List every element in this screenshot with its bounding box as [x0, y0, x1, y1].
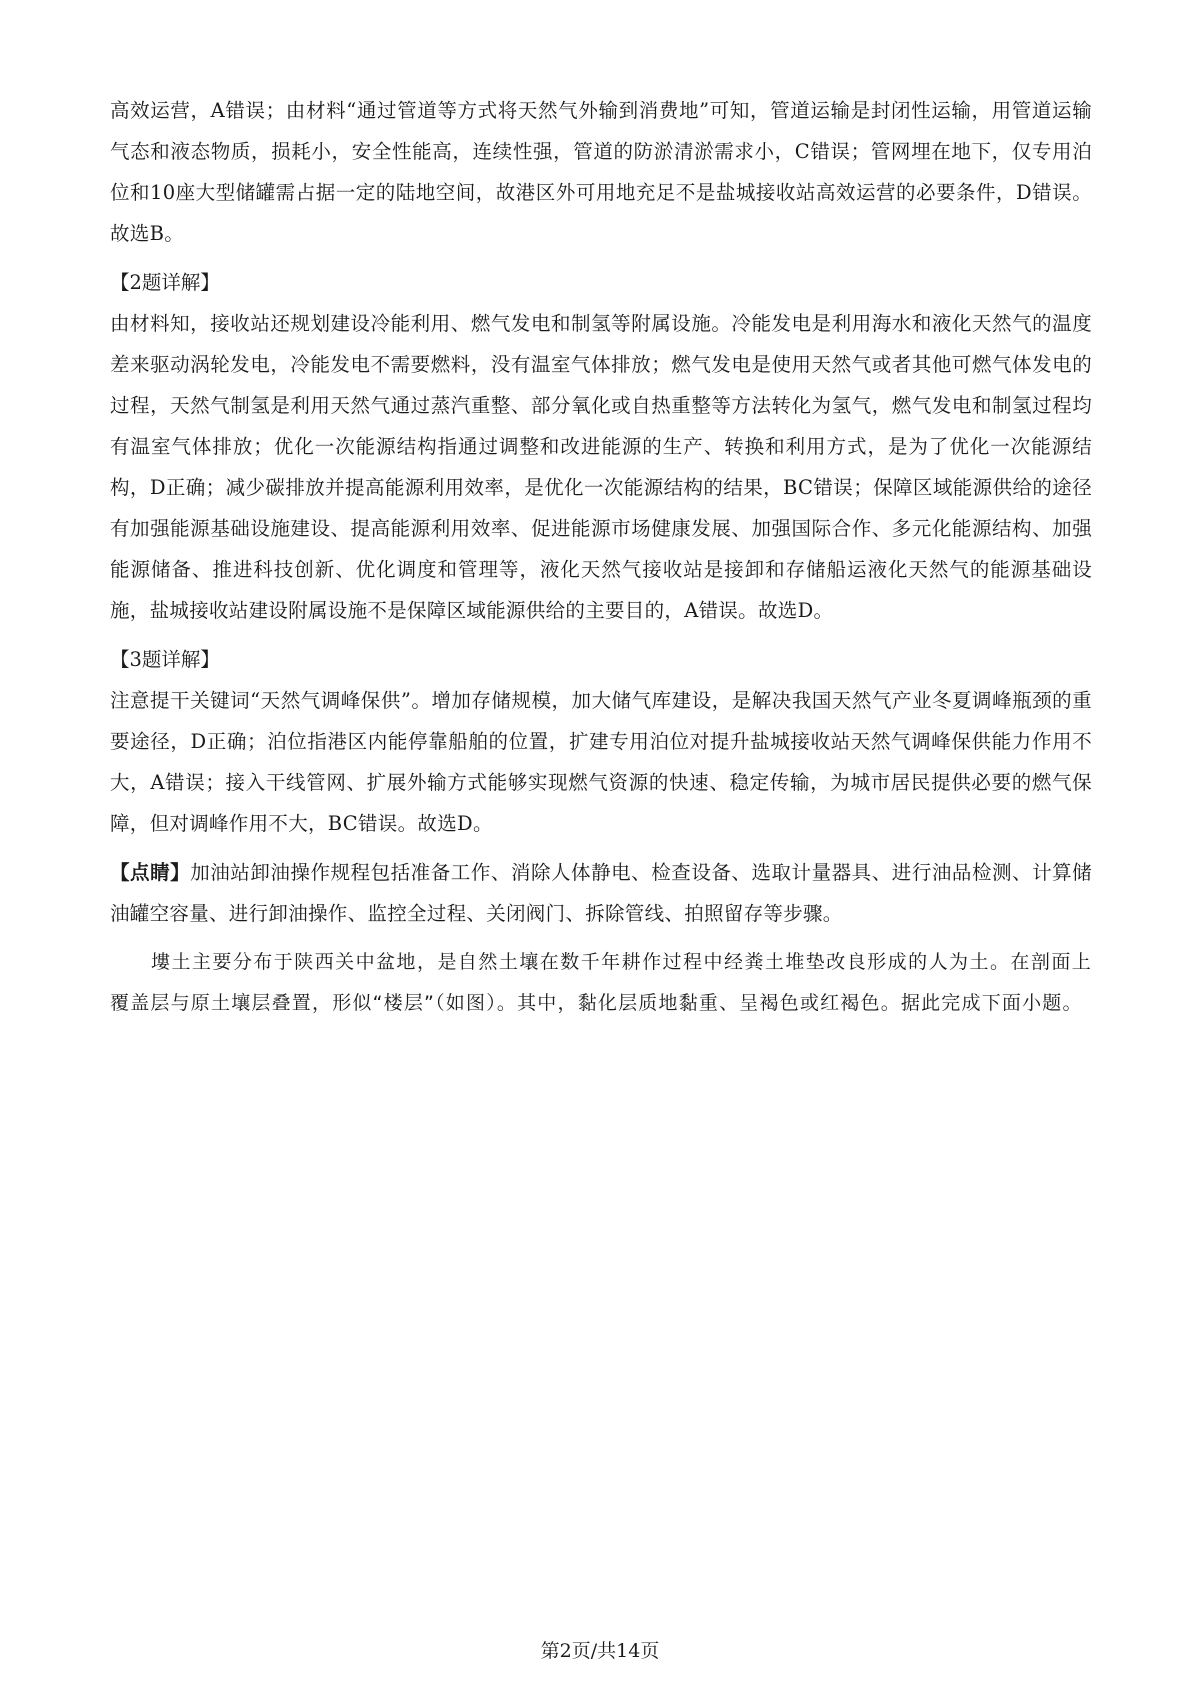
answer-paragraph-3: 注意提干关键词“天然气调峰保供”。增加存储规模，加大储气库建设，是解决我国天然气产业冬夏调峰瓶颈的重要途径，D正确；泊位指港区内能停靠船舶的位置，扩建专用泊位对提升盐城接收站天然气调峰保供能力作用不大，A错误；接入干线管网、扩展外输方式能够实现燃气资源的快速、稳定传输，为城市居民提供必要的燃气保障，但对调峰作用不大，BC错误。故选D。: [110, 689, 1092, 835]
page-number: 第2页/共14页: [540, 1640, 660, 1662]
tip-paragraph: [110, 852, 1092, 934]
new-question-intro: 塿土主要分布于陕西关中盆地，是自然土壤在数千年耕作过程中经粪土堆垫改良形成的人为土。在剖面上覆盖层与原土壤层叠置，形似“楼层”（如图）。其中，黏化层质地黏重、呈褐色或红褐色。据此完成下面小题。: [110, 951, 1092, 1014]
answer-paragraph-1: 高效运营，A错误；由材料“通过管道等方式将天然气外输到消费地”可知，管道运输是封闭性运输，用管道运输气态和液态物质，损耗小，安全性能高，连续性强，管道的防淤清淤需求小，C错误；管网埋在地下，仅专用泊位和10座大型储罐需占据一定的陆地空间，故港区外可用地充足不是盐城接收站高效运营的必要条件，D错误。故选B。: [110, 99, 1092, 245]
document-body: [110, 90, 1092, 1024]
question-2-heading: 【2题详解】: [110, 271, 220, 294]
tip-label: 【点睛】: [110, 861, 191, 884]
question-3-heading: 【3题详解】: [110, 648, 220, 671]
answer-paragraph-2: 由材料知，接收站还规划建设冷能利用、燃气发电和制氢等附属设施。冷能发电是利用海水和液化天然气的温度差来驱动涡轮发电，冷能发电不需要燃料，没有温室气体排放；燃气发电是使用天然气或者其他可燃气体发电的过程，天然气制氢是利用天然气通过蒸汽重整、部分氧化或自热重整等方法转化为氢气，燃气发电和制氢过程均有温室气体排放；优化一次能源结构指通过调整和改进能源的生产、转换和利用方式，是为了优化一次能源结构，D正确；减少碳排放并提高能源利用效率，是优化一次能源结构的结果，BC错误；保障区域能源供给的途径有加强能源基础设施建设、提高能源利用效率、促进能源市场健康发展、加强国际合作、多元化能源结构、加强能源储备、推进科技创新、优化调度和管理等，液化天然气接收站是接卸和存储船运液化天然气的能源基础设施，盐城接收站建设附属设施不是保障区域能源供给的主要目的，A错误。故选D。: [110, 312, 1092, 622]
tip-text: 加油站卸油操作规程包括准备工作、消除人体静电、检查设备、选取计量器具、进行油品检测、计算储油罐空容量、进行卸油操作、监控全过程、关闭阀门、拆除管线、拍照留存等步骤。: [110, 861, 1092, 925]
